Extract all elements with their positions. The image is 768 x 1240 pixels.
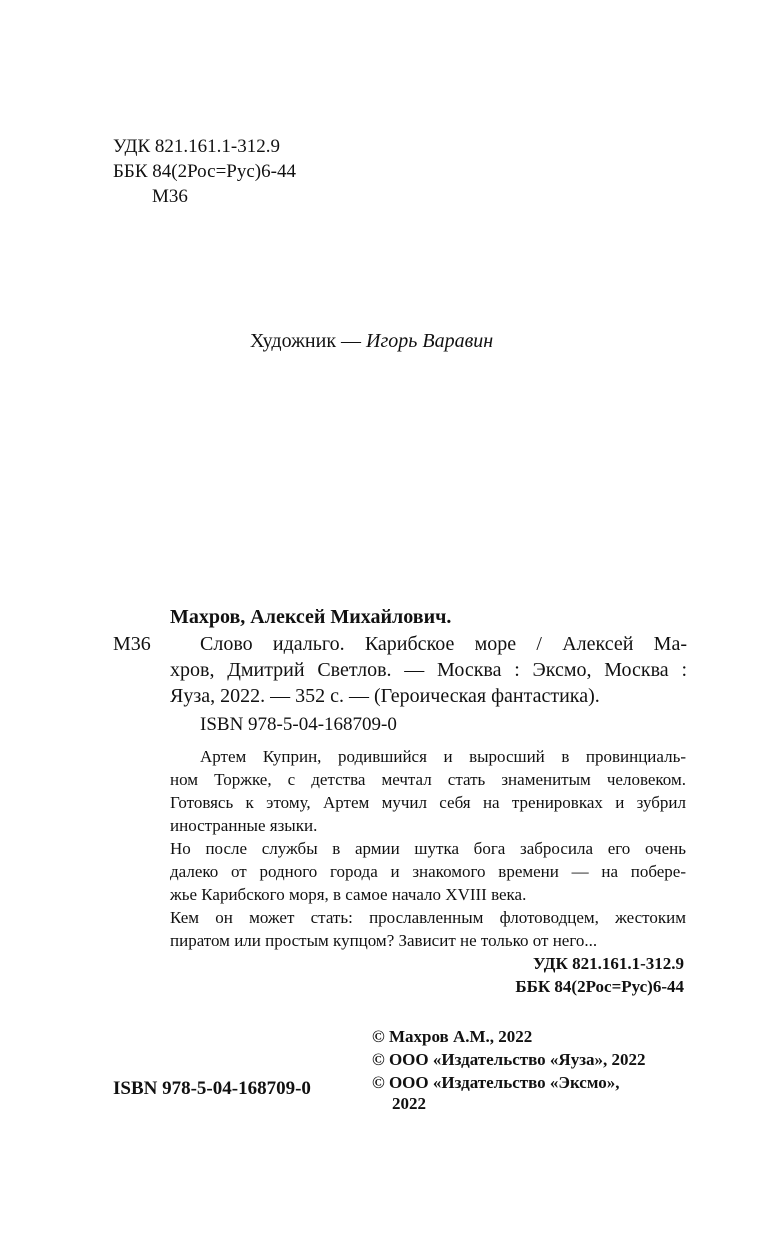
author-mark-top: М36 bbox=[152, 186, 188, 207]
bib-line-2: хров, Дмитрий Светлов. — Москва : Эксмо, Москва : bbox=[170, 659, 687, 681]
bbk-code-top: ББК 84(2Рос=Рус)6-44 bbox=[113, 161, 296, 182]
annotation-line-3: Готовясь к этому, Артем мучил себя на тренировках и зубрил bbox=[170, 793, 686, 812]
author-heading: Махров, Алексей Михайлович. bbox=[170, 606, 452, 628]
bib-line-3: Яуза, 2022. — 352 с. — (Героическая фантастика). bbox=[170, 685, 600, 707]
copyright-eksmo: © ООО «Издательство «Эксмо», bbox=[372, 1073, 620, 1092]
illustrator-name: Игорь Варавин bbox=[366, 330, 494, 352]
annotation-line-9: пиратом или простым купцом? Зависит не только от него... bbox=[170, 931, 598, 950]
annotation-line-2: ном Торжке, с детства мечтал стать знаменитым человеком. bbox=[170, 770, 686, 789]
illustrator-credit bbox=[250, 328, 493, 354]
copyright-author: © Махров А.М., 2022 bbox=[372, 1027, 533, 1046]
bbk-code-bottom: ББК 84(2Рос=Рус)6-44 bbox=[515, 977, 684, 996]
author-mark-bib: М36 bbox=[113, 633, 151, 655]
annotation-line-5: Но после службы в армии шутка бога забросила его очень bbox=[170, 839, 686, 858]
footer-isbn: ISBN 978-5-04-168709-0 bbox=[113, 1078, 311, 1099]
copyright-eksmo-year: 2022 bbox=[392, 1094, 426, 1113]
bib-line-1: Слово идальго. Карибское море / Алексей Ма- bbox=[200, 633, 687, 655]
annotation-line-1: Артем Куприн, родившийся и выросший в провинциаль- bbox=[200, 747, 686, 766]
annotation-line-4: иностранные языки. bbox=[170, 816, 318, 835]
annotation-line-7: жье Карибского моря, в самое начало XVIII века. bbox=[170, 885, 527, 904]
copyright-yauza: © ООО «Издательство «Яуза», 2022 bbox=[372, 1050, 646, 1069]
udk-code-top: УДК 821.161.1-312.9 bbox=[113, 136, 280, 157]
annotation-line-8: Кем он может стать: прославленным флотоводцем, жестоким bbox=[170, 908, 686, 927]
udk-code-bottom: УДК 821.161.1-312.9 bbox=[533, 954, 684, 973]
bib-isbn: ISBN 978-5-04-168709-0 bbox=[200, 714, 397, 735]
annotation-line-6: далеко от родного города и знакомого времени — на побере- bbox=[170, 862, 686, 881]
illustrator-label: Художник — bbox=[250, 330, 362, 352]
